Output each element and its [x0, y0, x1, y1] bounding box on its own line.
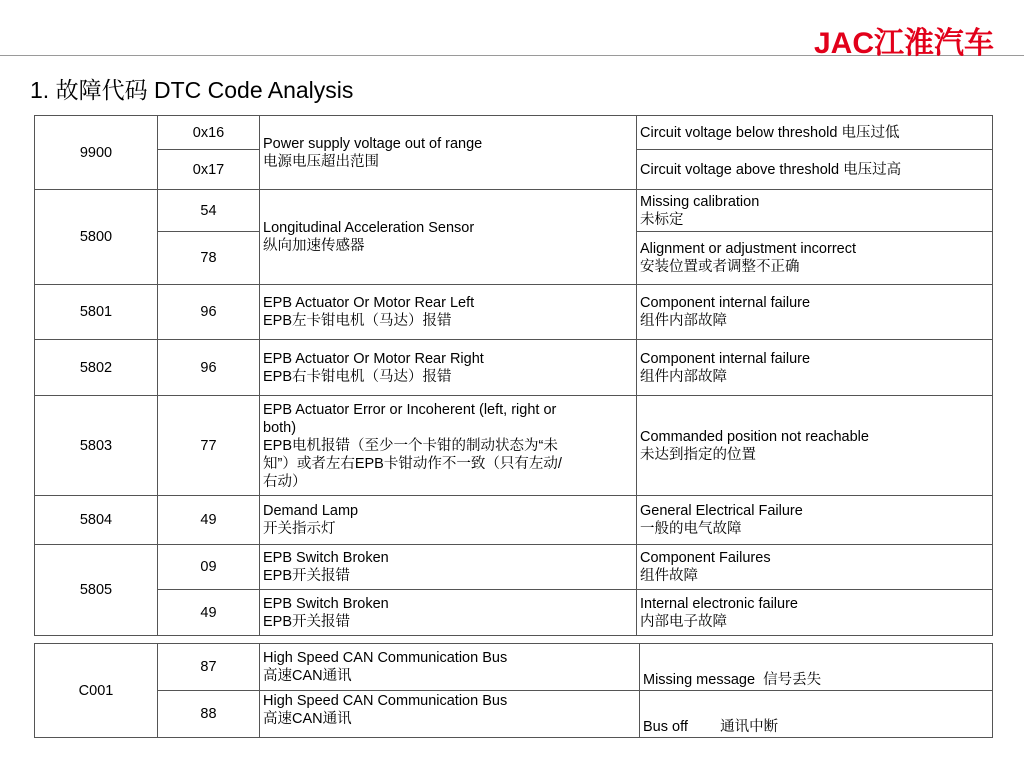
fault-cell	[637, 190, 993, 232]
description-en: High Speed CAN Communication Bus	[263, 650, 508, 666]
ftb-cell: 49	[158, 590, 260, 636]
description-cn-line-2: 知”）或者左右EPB卡钳动作不一致（只有左动/	[263, 455, 562, 472]
fault-cell	[637, 545, 993, 590]
fault-cn: 内部电子故障	[640, 613, 727, 630]
ftb-cell: 96	[158, 340, 260, 396]
description-cell	[260, 190, 637, 285]
description-cell	[260, 644, 640, 691]
dtc-code-cell: 5805	[35, 545, 158, 636]
description-en: EPB Switch Broken	[263, 550, 389, 566]
page-title: 1. 故障代码 DTC Code Analysis	[30, 77, 354, 103]
fault-en: General Electrical Failure	[640, 503, 803, 519]
ftb-cell: 0x16	[158, 116, 260, 150]
fault-cell	[637, 590, 993, 636]
table-row	[35, 545, 993, 590]
dtc-code-cell: 5802	[35, 340, 158, 396]
description-cell	[260, 496, 637, 545]
dtc-code-cell: 5800	[35, 190, 158, 285]
description-en: EPB Actuator Or Motor Rear Left	[263, 295, 475, 311]
fault-cn: 组件故障	[640, 568, 698, 584]
description-cn-line-3: 右动）	[263, 473, 307, 490]
fault-cell	[637, 396, 993, 496]
description-en: High Speed CAN Communication Bus	[263, 693, 508, 709]
table-row	[35, 590, 993, 636]
description-cn: EPB开关报错	[263, 568, 351, 584]
fault-en: Missing calibration	[640, 193, 760, 210]
fault-en: Internal electronic failure	[640, 595, 798, 612]
description-en: Longitudinal Acceleration Sensor	[263, 220, 475, 236]
description-cell	[260, 340, 637, 396]
description-cn: 开关指示灯	[263, 521, 336, 537]
description-cn: 高速CAN通讯	[263, 668, 352, 684]
fault-cell	[637, 340, 993, 396]
ftb-cell: 78	[158, 232, 260, 285]
description-en-line-1: EPB Actuator Error or Incoherent (left, right or	[263, 401, 557, 418]
description-cn: EPB左卡钳电机（马达）报错	[263, 313, 452, 329]
description-cn: EPB右卡钳电机（马达）报错	[263, 368, 452, 385]
fault-cn: 安装位置或者调整不正确	[640, 259, 800, 275]
fault-text: Bus off 通讯中断	[643, 719, 779, 735]
table-row	[35, 396, 993, 496]
fault-cell	[637, 150, 993, 190]
dtc-table-main	[34, 115, 993, 636]
description-cell	[260, 285, 637, 340]
fault-text: Circuit voltage above threshold 电压过高	[640, 161, 902, 178]
description-cell	[260, 691, 640, 738]
fault-en: Component Failures	[640, 550, 771, 566]
ftb-cell: 96	[158, 285, 260, 340]
fault-cell	[640, 644, 993, 691]
fault-cn: 未达到指定的位置	[640, 446, 756, 463]
description-cn: 纵向加速传感器	[263, 238, 365, 254]
description-cell	[260, 590, 637, 636]
dtc-table-can	[34, 643, 993, 738]
ftb-cell: 49	[158, 496, 260, 545]
fault-cn: 未标定	[640, 211, 684, 228]
description-cell	[260, 116, 637, 190]
brand-logo: JAC江淮汽车	[813, 27, 994, 60]
fault-cell	[640, 691, 993, 738]
description-cn: EPB开关报错	[263, 613, 351, 630]
ftb-cell: 77	[158, 396, 260, 496]
ftb-cell: 54	[158, 190, 260, 232]
dtc-code-cell: C001	[35, 644, 158, 738]
description-en: Demand Lamp	[263, 503, 359, 519]
fault-cell	[637, 285, 993, 340]
description-cn: 电源电压超出范围	[263, 153, 379, 170]
fault-en: Component internal failure	[640, 350, 811, 367]
fault-en: Alignment or adjustment incorrect	[640, 241, 856, 257]
table-row	[35, 496, 993, 545]
fault-cn: 组件内部故障	[640, 368, 727, 385]
fault-cn: 组件内部故障	[640, 313, 727, 329]
dtc-code-cell: 5803	[35, 396, 158, 496]
fault-cell	[637, 116, 993, 150]
description-en: EPB Actuator Or Motor Rear Right	[263, 350, 484, 367]
table-row	[35, 340, 993, 396]
dtc-code-cell: 5804	[35, 496, 158, 545]
description-en: Power supply voltage out of range	[263, 135, 483, 152]
description-cn-line-1: EPB电机报错（至少一个卡钳的制动状态为“未	[263, 437, 558, 454]
dtc-code-cell: 9900	[35, 116, 158, 190]
description-cell	[260, 396, 637, 496]
table-row	[35, 285, 993, 340]
table-row	[35, 644, 993, 691]
fault-cell	[637, 232, 993, 285]
dtc-code-cell: 5801	[35, 285, 158, 340]
fault-en: Commanded position not reachable	[640, 428, 869, 445]
ftb-cell: 09	[158, 545, 260, 590]
fault-cn: 一般的电气故障	[640, 521, 742, 537]
table-row	[35, 190, 993, 232]
table-row	[35, 116, 993, 150]
ftb-cell: 87	[158, 644, 260, 691]
fault-text: Circuit voltage below threshold 电压过低	[640, 124, 900, 141]
ftb-cell: 88	[158, 691, 260, 738]
description-en-line-2: both)	[263, 419, 297, 436]
description-cn: 高速CAN通讯	[263, 711, 352, 727]
fault-en: Component internal failure	[640, 295, 811, 311]
table-row	[35, 691, 993, 738]
ftb-cell: 0x17	[158, 150, 260, 190]
fault-cell	[637, 496, 993, 545]
fault-text: Missing message 信号丢失	[643, 672, 822, 688]
description-en: EPB Switch Broken	[263, 595, 389, 612]
description-cell	[260, 545, 637, 590]
